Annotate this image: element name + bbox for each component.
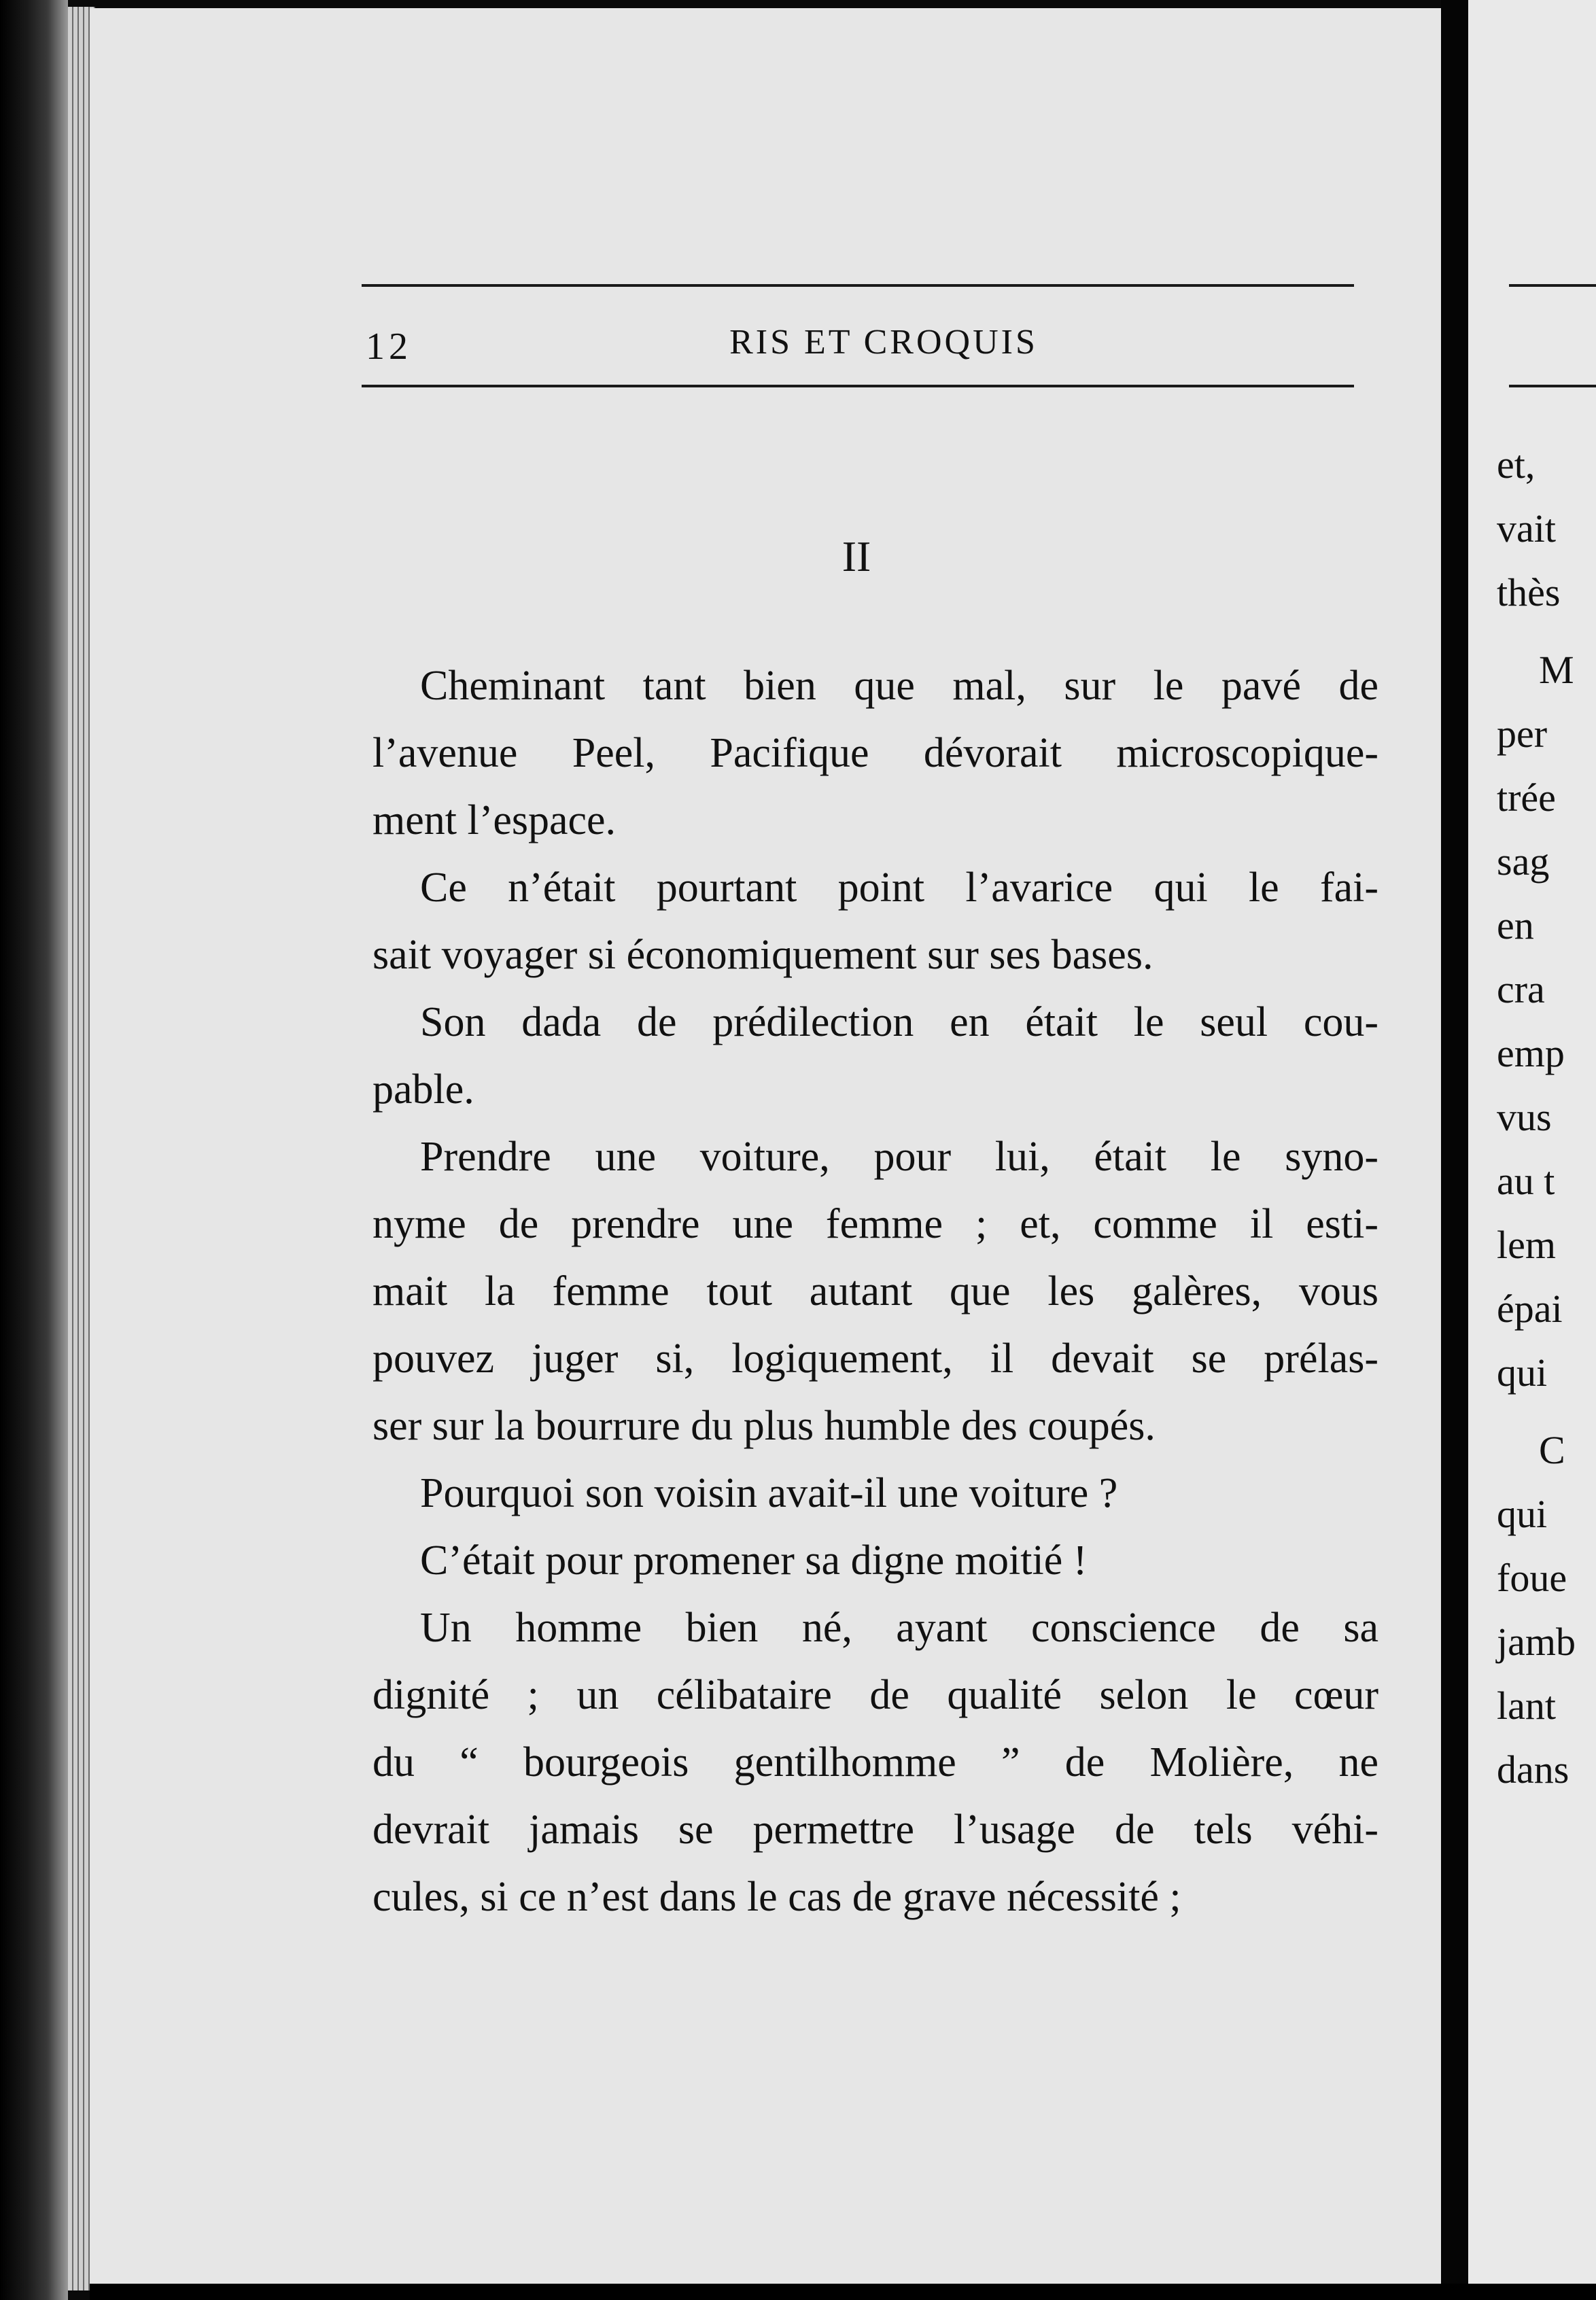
facing-fragment: jamb [1497, 1620, 1576, 1664]
book-gutter [1441, 0, 1468, 2300]
text-line: devrait jamais se permettre l’usage de tels véhi- [372, 1807, 1378, 1853]
text-line: mait la femme tout autant que les galères, vous [372, 1268, 1378, 1314]
facing-fragment: C [1539, 1428, 1565, 1472]
text-line: pable. [372, 1066, 474, 1113]
page-number: 12 [366, 326, 412, 368]
facing-fragment: emp [1497, 1031, 1565, 1075]
facing-fragment: M [1539, 648, 1574, 692]
text-line: ment l’espace. [372, 797, 617, 843]
facing-fragment: vait [1497, 506, 1556, 551]
facing-fragment: en [1497, 903, 1534, 947]
header-rule-bottom [362, 385, 1354, 387]
facing-fragment: cra [1497, 967, 1545, 1011]
text-line: Pourquoi son voisin avait-il une voiture ? [420, 1470, 1118, 1516]
facing-fragment: dans [1497, 1747, 1569, 1792]
facing-fragment: thès [1497, 570, 1561, 614]
facing-fragment: sag [1497, 839, 1550, 884]
text-line: Son dada de prédilection en était le seul cou- [420, 999, 1378, 1045]
body-text [372, 652, 1378, 1931]
facing-header-rule-top [1509, 284, 1596, 287]
header-rule-top [362, 284, 1354, 287]
facing-fragment: per [1497, 712, 1548, 756]
text-line: du “ bourgeois gentilhomme ” de Molière, ne [372, 1739, 1378, 1785]
text-line: Ce n’était pourtant point l’avarice qui le fai- [420, 865, 1378, 911]
facing-fragment: trée [1497, 776, 1556, 820]
text-line: C’était pour promener sa digne moitié ! [420, 1537, 1088, 1584]
facing-fragment: au t [1497, 1159, 1555, 1203]
text-line: Prendre une voiture, pour lui, était le syno- [420, 1134, 1378, 1180]
text-line: Un homme bien né, ayant conscience de sa [420, 1605, 1378, 1651]
facing-fragment: et, [1497, 442, 1536, 487]
text-line: pouvez juger si, logiquement, il devait se prélas- [372, 1336, 1378, 1382]
scan-left-edge [0, 0, 68, 2300]
facing-fragment: vus [1497, 1095, 1552, 1139]
text-line: cules, si ce n’est dans le cas de grave nécessité ; [372, 1874, 1181, 1920]
text-line: ser sur la bourrure du plus humble des coupés. [372, 1403, 1156, 1449]
text-line: dignité ; un célibataire de qualité selon le cœur [372, 1672, 1378, 1718]
facing-fragment: qui [1497, 1492, 1548, 1536]
running-title: RIS ET CROQUIS [729, 323, 1038, 362]
chapter-number: II [842, 532, 871, 580]
text-line: nyme de prendre une femme ; et, comme il esti- [372, 1201, 1378, 1247]
facing-fragment: lant [1497, 1684, 1556, 1728]
text-line: Cheminant tant bien que mal, sur le pavé de [420, 663, 1378, 709]
facing-fragment: foue [1497, 1556, 1567, 1600]
facing-header-rule-bottom [1509, 385, 1596, 387]
facing-fragment: qui [1497, 1351, 1548, 1395]
facing-page [1468, 0, 1596, 2300]
scan-bottom-edge [90, 2284, 1596, 2300]
facing-fragment: épai [1497, 1287, 1563, 1331]
text-line: l’avenue Peel, Pacifique dévorait microscopique- [372, 730, 1378, 776]
facing-fragment: lem [1497, 1223, 1556, 1267]
text-line: sait voyager si économiquement sur ses bases. [372, 932, 1153, 978]
